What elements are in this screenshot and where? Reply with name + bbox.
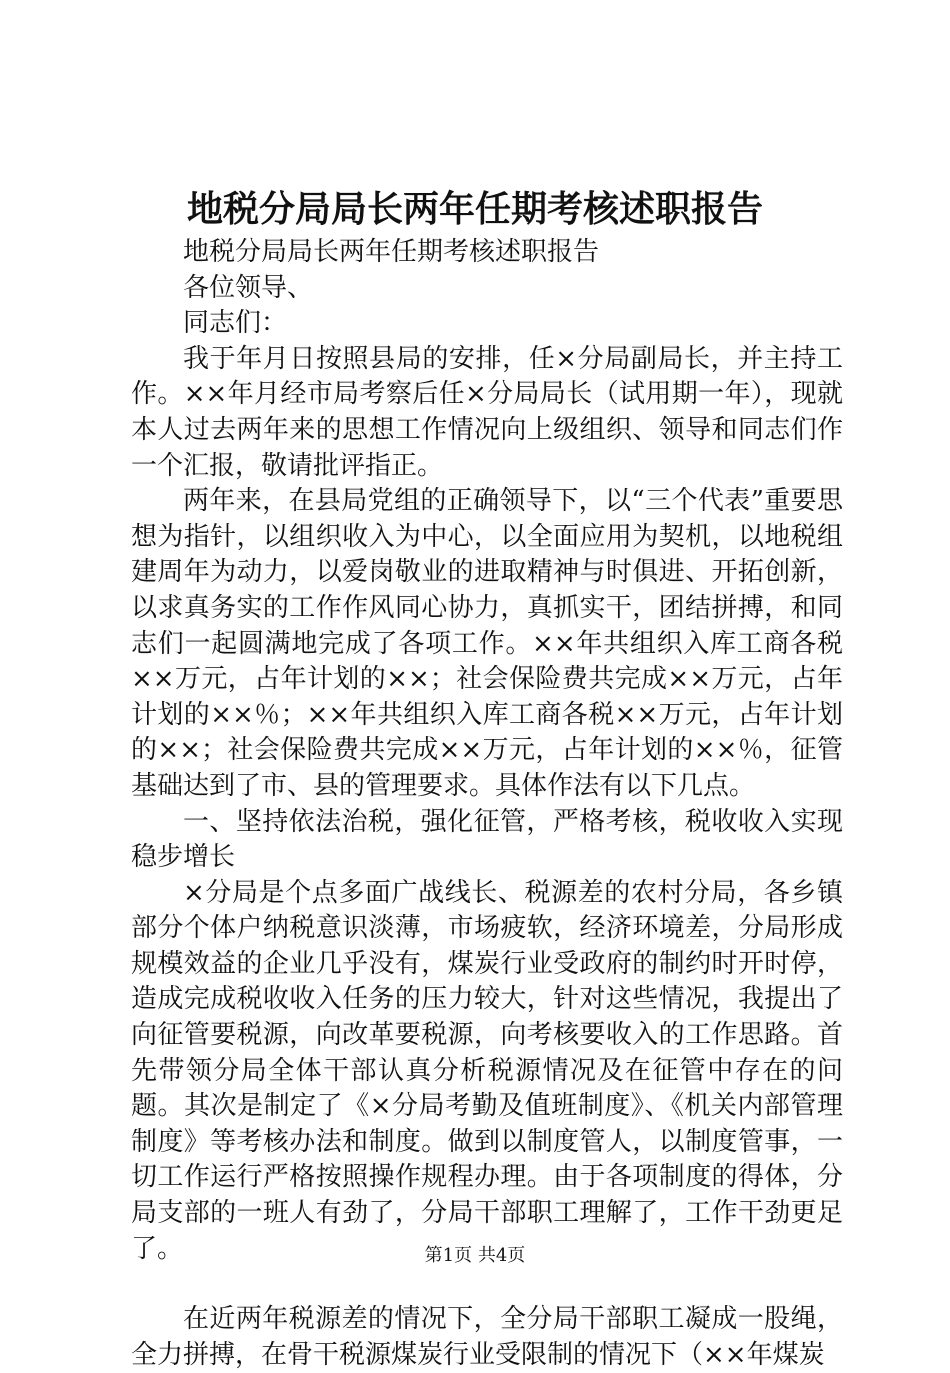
paragraph-summary: 两年来，在县局党组的正确领导下，以“三个代表”重要思想为指针，以组织收入为中心，以全面应用为契机，以地税组建周年为动力，以爱岗敬业的进取精神与时俱进、开拓创新，以求真务实的工作作风同心协力，真抓实干，团结拼搏，和同志们一起圆满地完成了各项工作。××年共组织入库工商各税××万元，占年计划的××；社会保险费共完成××万元，占年计划的××％；××年共组织入库工商各税××万元，占年计划的××；社会保险费共完成××万元，占年计划的××％，征管基础达到了市、县的管理要求。具体作法有以下几点。	[131, 486, 843, 801]
document-body	[131, 235, 843, 1373]
paragraph-section-1: ×分局是个点多面广战线长、税源差的农村分局，各乡镇部分个体户纳税意识淡薄，市场疲软，经济环境差，分局形成规模效益的企业几乎没有，煤炭行业受政府的制约时开时停，造成完成税收收入任务的压力较大，针对这些情况，我提出了向征管要税源，向改革要税源，向考核要收入的工作思路。首先带领分局全体干部认真分析税源情况及在征管中存在的问题。其次是制定了《×分局考勤及值班制度》、《机关内部管理制度》等考核办法和制度。做到以制度管人，以制度管事，一切工作运行严格按照操作规程办理。由于各项制度的得体，分局支部的一班人有劲了，分局干部职工理解了，工作干劲更足了。	[131, 877, 843, 1264]
paragraph-continued: 在近两年税源差的情况下，全分局干部职工凝成一股绳，全力拼搏，在骨干税源煤炭行业受限制的情况下（××年煤炭	[131, 1304, 843, 1370]
salutation-line-2: 同志们：	[183, 308, 288, 339]
page-footer: 第1页 共4页	[424, 1245, 526, 1266]
subtitle-line: 地税分局局长两年任期考核述职报告	[183, 237, 600, 267]
document-title: 地税分局局长两年任期考核述职报告	[186, 188, 763, 230]
section-heading-1: 一、坚持依法治税，强化征管，严格考核，税收收入实现稳步增长	[131, 806, 843, 873]
paragraph-intro: 我于年月日按照县局的安排，任×分局副局长，并主持工作。××年月经市局考察后任×分局局长（试用期一年），现就本人过去两年来的思想工作情况向上级组织、领导和同志们作一个汇报，敬请批评指正。	[131, 343, 843, 481]
salutation-line-1: 各位领导、	[183, 272, 314, 303]
